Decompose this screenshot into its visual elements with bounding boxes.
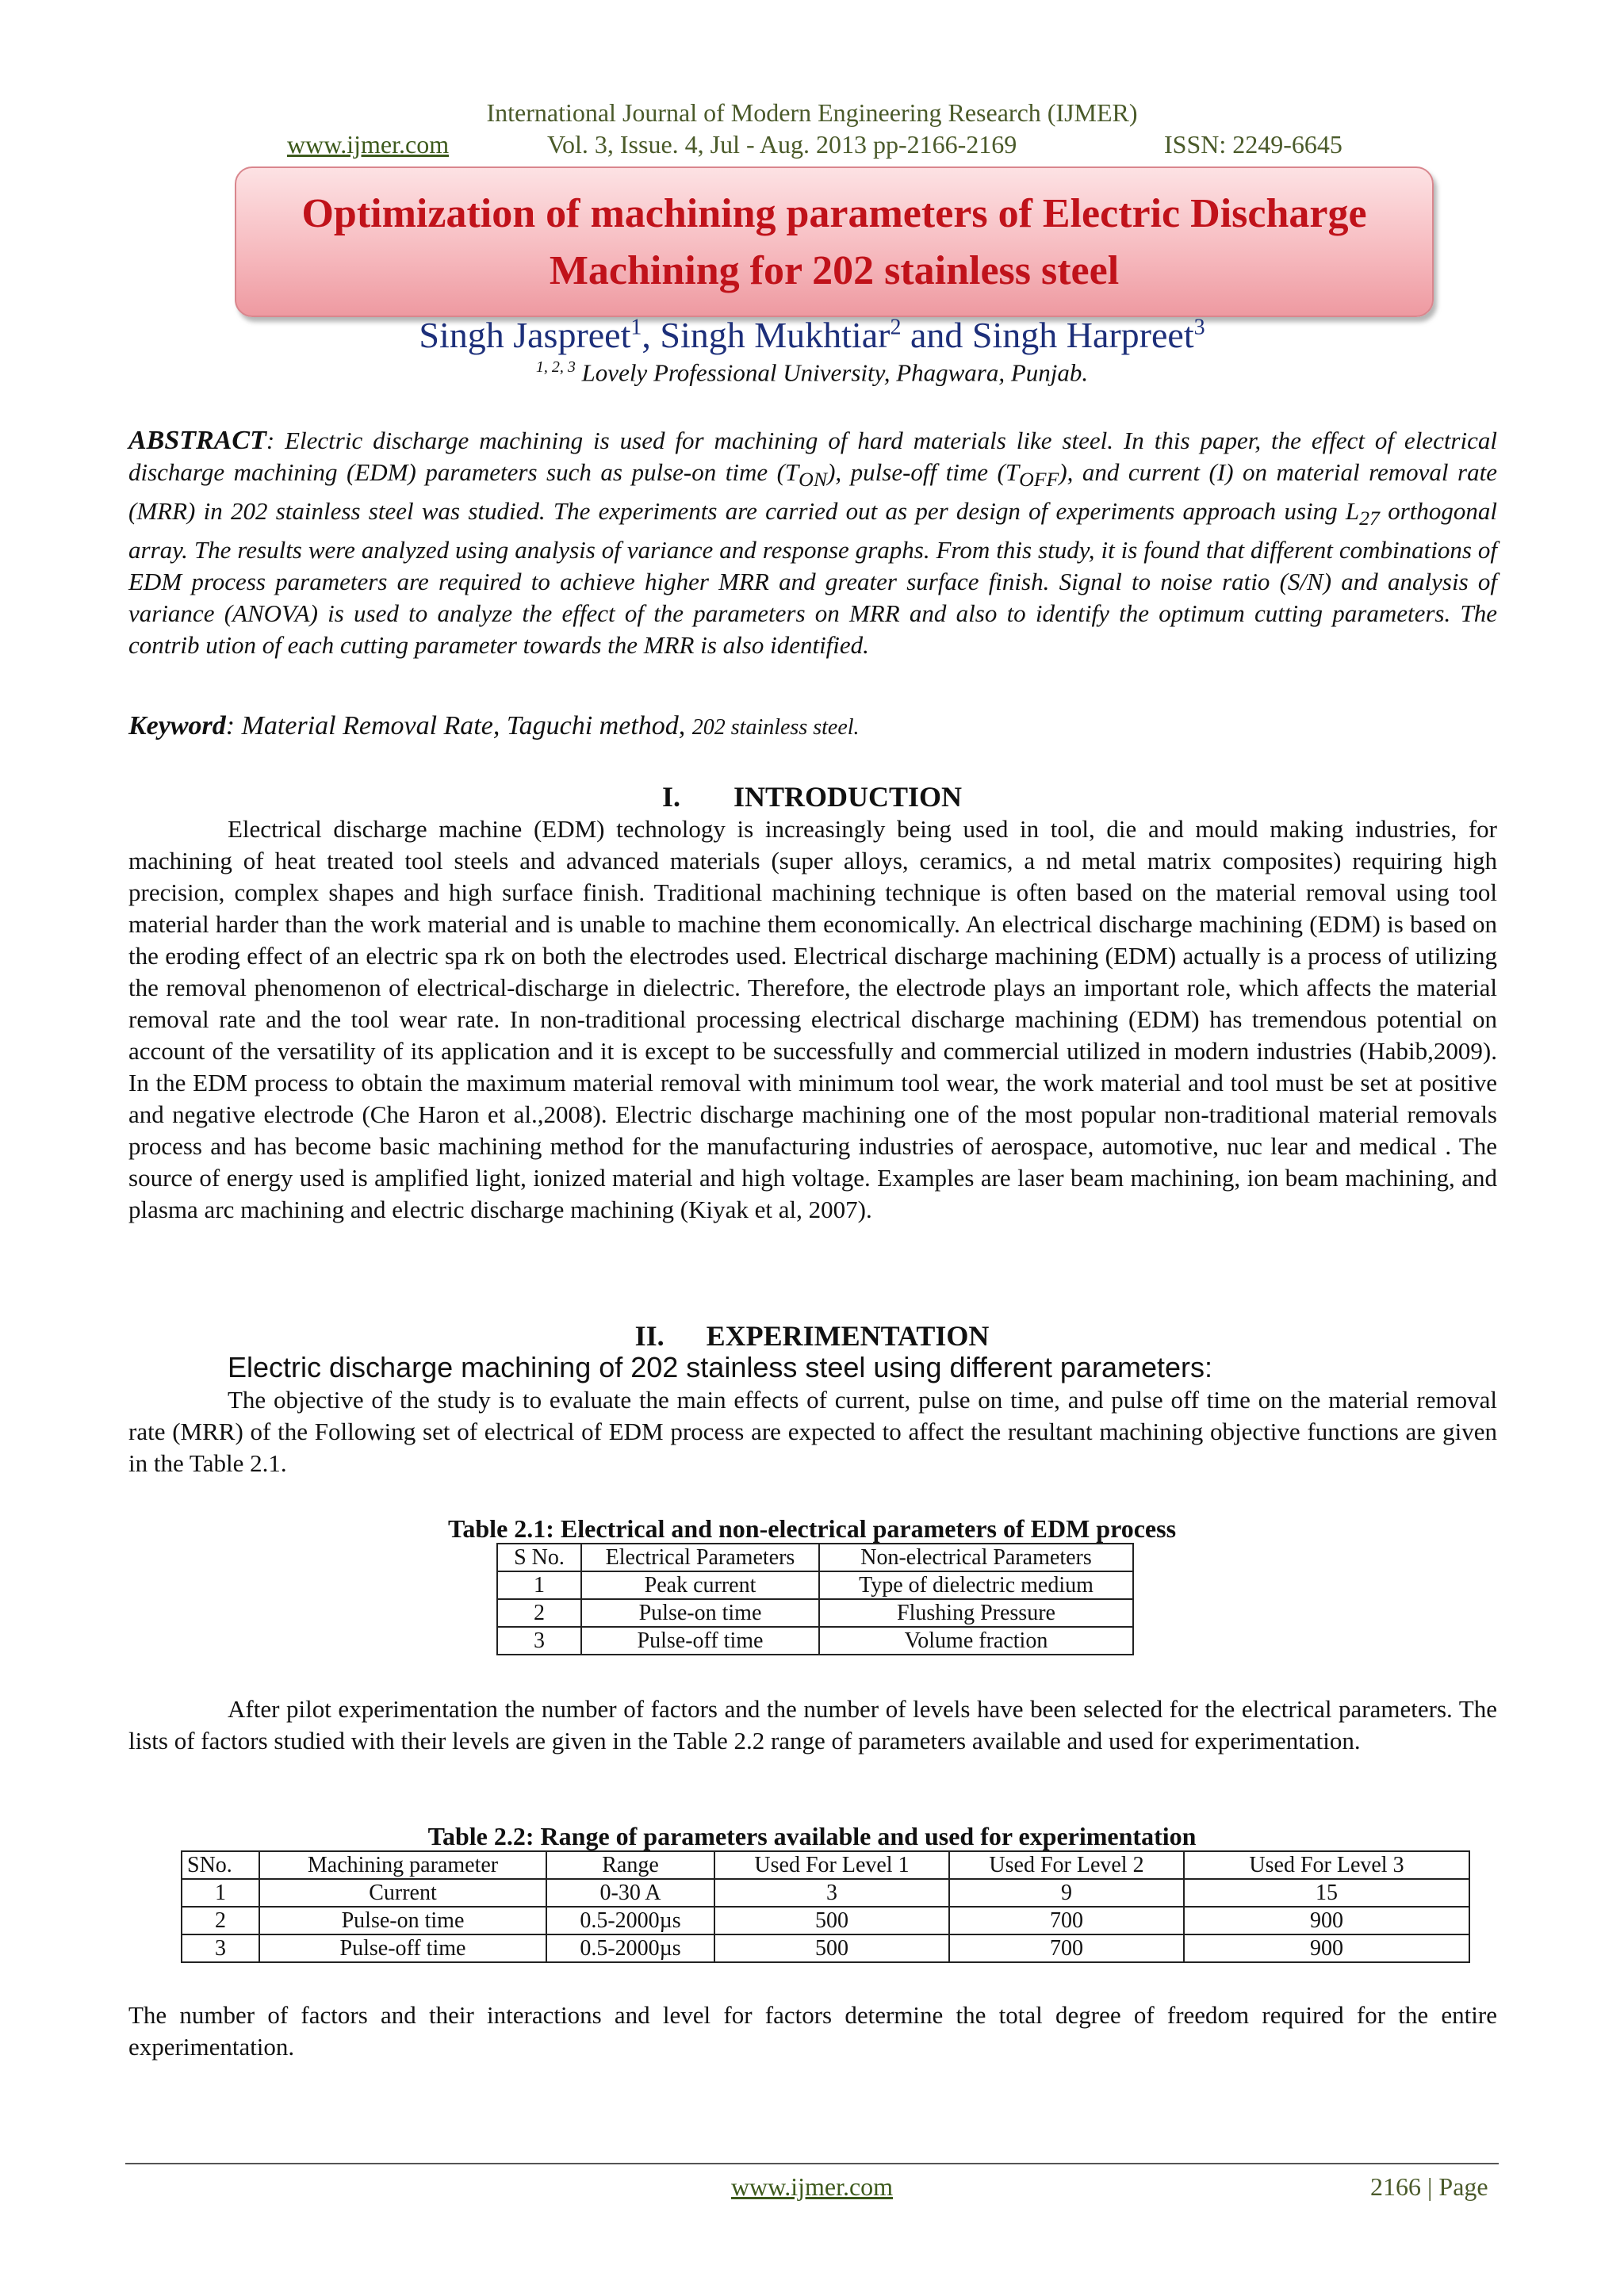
table-cell: 9 <box>949 1879 1184 1907</box>
table-row <box>497 1571 1133 1599</box>
page-number: 2166 | Page <box>1370 2172 1488 2201</box>
abstract-text-3: ), and current (I) on material removal rate (MRR) in 202 stainless steel was studied. The experiments are carried out as per design of experiments approach using L <box>128 458 1497 526</box>
table-2-caption: Table 2.2: Range of parameters available and used for experimentation <box>427 1822 1197 1850</box>
table-header-cell: Non-electrical Parameters <box>819 1544 1133 1571</box>
table-header-cell: Used For Level 2 <box>949 1851 1184 1879</box>
author-sep-1: , <box>642 315 661 355</box>
table-header-cell: Range <box>546 1851 714 1879</box>
introduction-paragraph: Electrical discharge machine (EDM) technology is increasingly being used in tool, die and mould making industries, for machining of heat treated tool steels and advanced materials (super alloys, ceramics, a nd metal matrix composites) requiring high precision, complex shapes and high surface finish. Traditional machining technique is often based on the material removal using tool material harder than the work material and is unable to machine them economically. An electrical discharge machining (EDM) is based on the eroding effect of an electric spa rk on both the electrodes used. Electrical discharge machining (EDM) actually is a process of utilizing the removal phenomenon of electrical-discharge in dielectric. Therefore, the electrode plays an important role, which affects the material removal rate and the tool wear rate. In non-traditional processing electrical discharge machining (EDM) has tremendous potential on account of the versatility of its application and it is except to be successfully and commercial utilized in modern industries (Habib,2009). In the EDM process to obtain the maximum material removal with minimum tool wear, the work material and tool must be set at positive and negative electrode (Che Haron et al.,2008). Electric discharge machining one of the most popular non-traditional material removals process and has become basic machining method for the manufacturing industries of aerospace, automotive, nuc lear and medical . The source of energy used is amplified light, ionized material and high voltage. Examples are laser beam machining, ion beam machining, and plasma arc machining and electric discharge machining (Kiyak et al, 2007). <box>128 815 1497 1223</box>
affiliation <box>0 358 1624 387</box>
keyword-label: Keyword <box>128 711 226 740</box>
keyword-text: : Material Removal Rate, Taguchi method, <box>225 711 692 740</box>
table-row <box>497 1599 1133 1627</box>
author-3: Singh Harpreet <box>971 315 1194 355</box>
table-1-caption: Table 2.1: Electrical and non-electrical parameters of EDM process <box>447 1514 1177 1543</box>
issn: ISSN: 2249-6645 <box>1164 130 1342 159</box>
section-title: EXPERIMENTATION <box>706 1320 990 1352</box>
subscript-off: OFF <box>1019 468 1059 492</box>
abstract-text-1: : Electric discharge machining is used for machining of hard materials like steel. In this paper, the effect of electrical discharge machining (EDM) parameters such as pulse-on time (T <box>128 427 1497 486</box>
table-header-cell: SNo. <box>182 1851 259 1879</box>
table-cell: Pulse-off time <box>581 1627 819 1655</box>
subscript-on: ON <box>799 468 828 492</box>
table-header-cell: S No. <box>497 1544 581 1571</box>
author-2-sup: 2 <box>890 315 902 340</box>
section-number: II. <box>634 1320 665 1352</box>
table-cell: 2 <box>182 1907 259 1934</box>
journal-name: International Journal of Modern Engineering Research (IJMER) <box>486 98 1138 127</box>
section-heading-introduction <box>0 780 1624 813</box>
section-number: I. <box>661 781 680 813</box>
table-1 <box>496 1543 1134 1655</box>
abstract-text-4: orthogonal array. The results were analyzed using analysis of variance and response graphs. From this study, it is found that different combinations of EDM process parameters are required to achieve higher MRR and greater surface finish. Signal to noise ratio (S/N) and analysis of variance (ANOVA) is used to analyze the effect of the parameters on MRR and also to identify the optimum cutting parameters. The contrib ution of each cutting parameter towards the MRR is also identified. <box>128 497 1498 660</box>
author-1: Singh Jaspreet <box>419 315 631 355</box>
table-cell: 3 <box>182 1934 259 1962</box>
table-cell: 500 <box>714 1907 949 1934</box>
table-cell: 700 <box>949 1934 1184 1962</box>
paragraph-after-table-1: After pilot experimentation the number of factors and the number of levels have been selected for the electrical parameters. The lists of factors studied with their levels are given in the Table 2.2 range of parameters available and used for experimentation. <box>128 1695 1497 1755</box>
section-heading-experimentation <box>0 1319 1624 1353</box>
keyword-text-small: 202 stainless steel. <box>691 715 860 740</box>
experimentation-paragraph: The objective of the study is to evaluate the main effects of current, pulse on time, and pulse off time on the material removal rate (MRR) of the Following set of electrical of EDM process are expected to affect the resultant machining objective functions are given in the Table 2.1. <box>128 1386 1497 1477</box>
table-cell: Type of dielectric medium <box>819 1571 1133 1599</box>
table-cell: 0-30 A <box>546 1879 714 1907</box>
table-cell: Current <box>259 1879 546 1907</box>
table-2 <box>181 1850 1470 1963</box>
paper-title <box>236 186 1432 300</box>
table-row <box>182 1934 1469 1962</box>
table-cell: Pulse-on time <box>259 1907 546 1934</box>
table-cell: 0.5-2000µs <box>546 1907 714 1934</box>
abstract-text-2: ), pulse-off time (T <box>827 458 1020 486</box>
author-3-sup: 3 <box>1193 315 1205 340</box>
subscript-l27: 27 <box>1359 507 1380 530</box>
abstract <box>128 425 1497 661</box>
table-cell: 2 <box>497 1599 581 1627</box>
affiliation-text: Lovely Professional University, Phagwara, Punjab. <box>581 358 1089 387</box>
paragraph-after-table-2: The number of factors and their interactions and level for factors determine the total degree of freedom required for the entire experimentation. <box>128 2001 1497 2061</box>
table-header-cell: Used For Level 1 <box>714 1851 949 1879</box>
journal-info-line <box>0 130 1624 162</box>
author-1-sup: 1 <box>630 315 642 340</box>
table-header-row <box>182 1851 1469 1879</box>
volume-issue: Vol. 3, Issue. 4, Jul - Aug. 2013 pp-2166-2169 <box>547 130 1017 159</box>
table-cell: 0.5-2000µs <box>546 1934 714 1962</box>
table-cell: Pulse-on time <box>581 1599 819 1627</box>
table-cell: Peak current <box>581 1571 819 1599</box>
table-row <box>497 1627 1133 1655</box>
table-cell: 1 <box>497 1571 581 1599</box>
section-title: INTRODUCTION <box>733 781 963 813</box>
table-cell: 900 <box>1184 1934 1469 1962</box>
table-cell: Flushing Pressure <box>819 1599 1133 1627</box>
table-cell: Pulse-off time <box>259 1934 546 1962</box>
table-cell: 500 <box>714 1934 949 1962</box>
table-cell: 700 <box>949 1907 1184 1934</box>
table-cell: 900 <box>1184 1907 1469 1934</box>
abstract-label: ABSTRACT <box>128 426 266 455</box>
footer-divider <box>125 2163 1499 2164</box>
table-cell: Volume fraction <box>819 1627 1133 1655</box>
title-line-1: Optimization of machining parameters of Electric Discharge <box>301 191 1367 236</box>
table-cell: 3 <box>714 1879 949 1907</box>
table-cell: 3 <box>497 1627 581 1655</box>
subheading: Electric discharge machining of 202 stainless steel using different parameters: <box>228 1351 1212 1383</box>
author-2: Singh Mukhtiar <box>660 315 891 355</box>
title-line-2: Machining for 202 stainless steel <box>549 248 1120 293</box>
table-cell: 15 <box>1184 1879 1469 1907</box>
table-header-cell: Used For Level 3 <box>1184 1851 1469 1879</box>
footer-url-link[interactable]: www.ijmer.com <box>730 2172 894 2201</box>
journal-url-link[interactable]: www.ijmer.com <box>287 130 450 159</box>
table-row <box>182 1879 1469 1907</box>
table-header-cell: Machining parameter <box>259 1851 546 1879</box>
affiliation-sup: 1, 2, 3 <box>535 358 576 376</box>
table-header-cell: Electrical Parameters <box>581 1544 819 1571</box>
title-box <box>235 166 1434 317</box>
table-header-row <box>497 1544 1133 1571</box>
keywords <box>128 710 1497 744</box>
author-sep-2: and <box>901 315 972 355</box>
authors <box>0 314 1624 356</box>
table-row <box>182 1907 1469 1934</box>
table-cell: 1 <box>182 1879 259 1907</box>
